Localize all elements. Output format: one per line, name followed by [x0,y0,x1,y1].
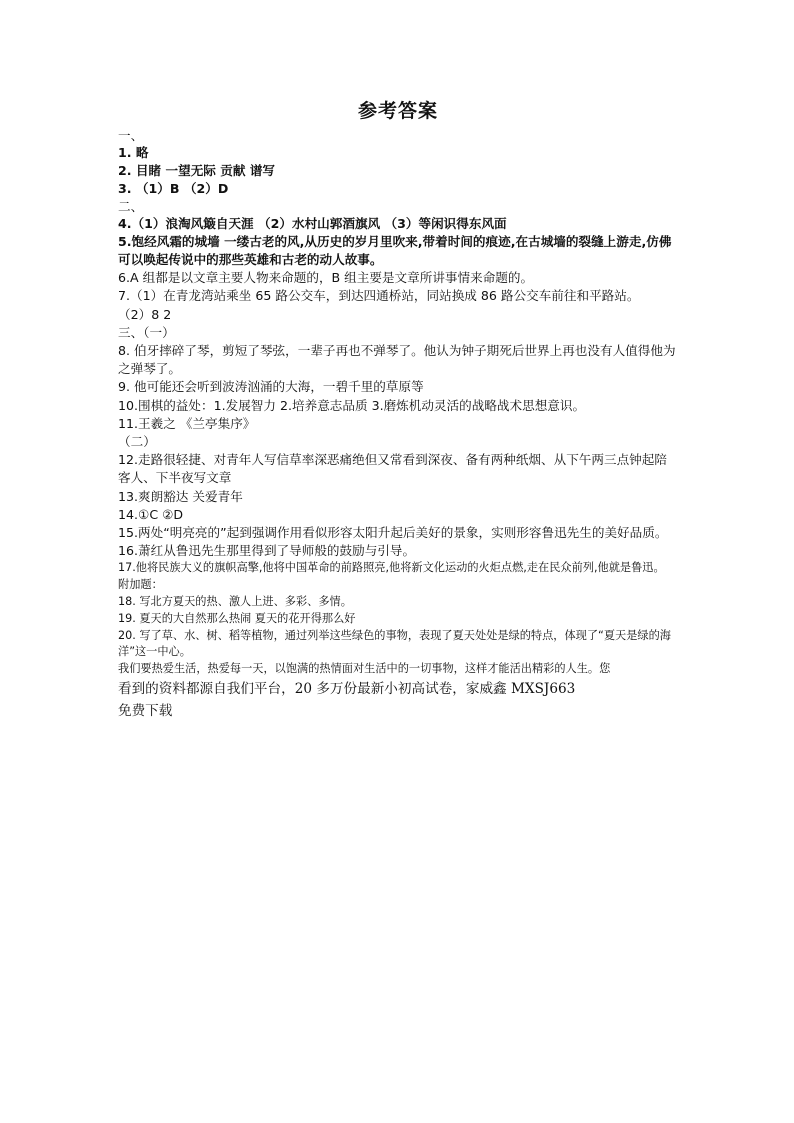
answer-line: 16.萧红从鲁迅先生那里得到了导师般的鼓励与引导。 [118,543,416,559]
answer-line: 10.围棋的益处：1.发展智力 2.培养意志品质 3.磨炼机动灵活的战略战术思想意识。 [118,397,586,413]
answer-line: 18. 写北方夏天的热、激人上进、多彩、多情。 [118,595,352,609]
answer-line: 附加题： [118,578,163,592]
answer-line: （2）8 2 [118,306,172,322]
page-title: 参考答案 [357,100,438,122]
answer-line: 二、 [118,198,144,214]
answer-line: 12.走路很轻捷、对青年人写信草率深恶痛绝但又常看到深夜、备有两种纸烟、从下午两三点钟起陪客人、下半夜写文章 [118,452,667,486]
answer-line: 9. 他可能还会听到波涛汹涌的大海，一碧千里的草原等 [118,379,424,395]
answer-line: 看到的资料都源自我们平台，20 多万份最新小初高试卷，家威鑫 MXSJ663 [118,681,576,698]
answer-line: 三、（一） [118,324,175,340]
answer-line: 我们要热爱生活，热爱每一天，以饱满的热情面对生活中的一切事物，这样才能活出精彩的人生。您 [118,662,611,676]
answer-line: 3. （1）B （2）D [118,181,229,197]
answer-list [118,128,678,722]
answer-key-page [118,96,678,722]
answer-line: 1. 略 [118,145,149,160]
answer-line: 14.①C ②D [118,506,184,522]
answer-line: （二） [118,434,156,450]
answer-line: 7.（1）在青龙湾站乘坐 65 路公交车，到达四通桥站，同站换成 86 路公交车前往和平路站。 [118,288,640,304]
answer-line: 15.两处“明亮亮的”起到强调作用看似形容太阳升起后美好的景象，实则形容鲁迅先生的美好品质。 [118,525,668,541]
answer-line: 17.他将民族大义的旗帜高擎,他将中国革命的前路照亮,他将新文化运动的火炬点燃,走在民众前列,他就是鲁迅。 [118,561,665,575]
answer-line: 6.A 组都是以文章主要人物来命题的，B 组主要是文章所讲事情来命题的。 [118,270,534,286]
answer-line: 免费下载 [118,703,173,720]
answer-line: 11.王羲之 《兰亭集序》 [118,415,256,431]
answer-line: 一、 [118,128,144,143]
answer-line: 2. 目睹 一望无际 贡献 谱写 [118,163,276,179]
answer-line: 13.爽朗豁达 关爱青年 [118,488,243,504]
answer-line: 8. 伯牙摔碎了琴，剪短了琴弦，一辈子再也不弹琴了。他认为钟子期死后世界上再也没有人值得他为之弹琴了。 [118,343,676,377]
answer-line: 4.（1）浪淘风簸自天涯 （2）水村山郭酒旗风 （3）等闲识得东风面 [118,215,507,231]
answer-line: 19. 夏天的大自然那么热闹 夏天的花开得那么好 [118,611,356,625]
answer-line: 20. 写了草、水、树、稻等植物，通过列举这些绿色的事物，表现了夏天处处是绿的特点，体现了“夏天是绿的海洋”这一中心。 [118,628,671,659]
answer-line: 5.饱经风霜的城墙 一缕古老的风,从历史的岁月里吹来,带着时间的痕迹,在古城墙的裂缝上游走,仿佛可以唤起传说中的那些英雄和古老的动人故事。 [118,233,672,268]
